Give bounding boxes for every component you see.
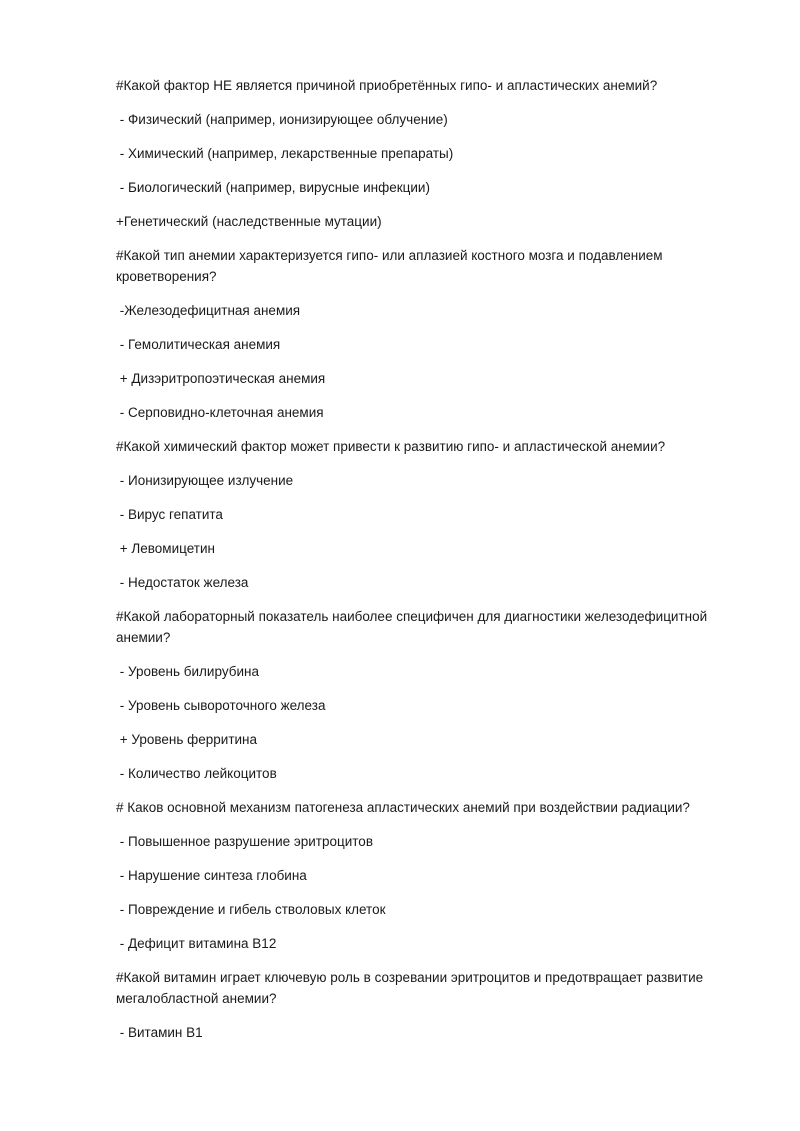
answer-option: - Дефицит витамина B12 [116, 936, 277, 951]
answer-option: - Витамин B1 [116, 1025, 203, 1040]
answer-option-correct: + Уровень ферритина [116, 732, 258, 747]
answer-option: - Уровень билирубина [116, 664, 259, 679]
answer-option: - Повреждение и гибель стволовых клеток [116, 902, 386, 917]
question-text: # Каков основной механизм патогенеза апластических анемий при воздействии радиации? [116, 800, 690, 815]
answer-option: - Нарушение синтеза глобина [116, 868, 307, 883]
answer-option-correct: +Генетический (наследственные мутации) [116, 214, 382, 229]
answer-option: - Повышенное разрушение эритроцитов [116, 834, 373, 849]
question-text: #Какой витамин играет ключевую роль в созревании эритроцитов и предотвращает развитие мегалобластной анемии? [116, 970, 707, 1006]
question-text: #Какой химический фактор может привести к развитию гипо- и апластической анемии? [116, 439, 666, 454]
answer-option: - Физический (например, ионизирующее облучение) [116, 112, 448, 127]
answer-option: - Уровень сывороточного железа [116, 698, 326, 713]
answer-option-correct: + Левомицетин [116, 541, 215, 556]
question-text: #Какой лабораторный показатель наиболее специфичен для диагностики железодефицитной анемии? [116, 609, 711, 645]
answer-option-correct: + Дизэритропоэтическая анемия [116, 371, 326, 386]
answer-option: - Серповидно-клеточная анемия [116, 405, 324, 420]
answer-option: - Гемолитическая анемия [116, 337, 281, 352]
question-text: #Какой тип анемии характеризуется гипо- или аплазией костного мозга и подавлением кроветворения? [116, 248, 667, 284]
answer-option: - Вирус гепатита [116, 507, 223, 522]
answer-option: - Ионизирующее излучение [116, 473, 294, 488]
answer-option: - Биологический (например, вирусные инфекции) [116, 180, 430, 195]
quiz-content [116, 75, 716, 1056]
answer-option: - Недостаток железа [116, 575, 249, 590]
question-text: #Какой фактор НЕ является причиной приобретённых гипо- и апластических анемий? [116, 78, 658, 93]
answer-option: - Количество лейкоцитов [116, 766, 277, 781]
answer-option: -Железодефицитная анемия [116, 303, 301, 318]
answer-option: - Химический (например, лекарственные препараты) [116, 146, 454, 161]
